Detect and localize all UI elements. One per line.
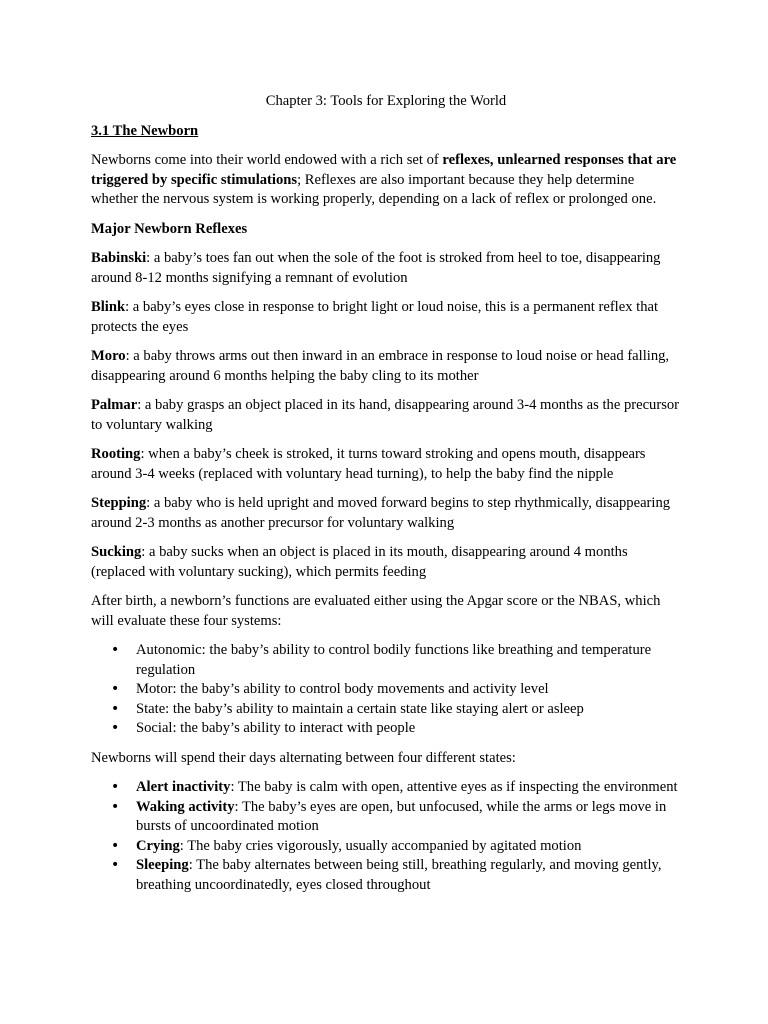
list-item: • Motor: the baby’s ability to control body movements and activity level [91, 680, 681, 700]
reflex-babinski [91, 249, 681, 288]
state-desc: : The baby alternates between being still, breathing regularly, and moving gently, breathing uncoordinatedly, eyes closed throughout [136, 857, 662, 893]
list-item: • State: the baby’s ability to maintain a certain state like staying alert or asleep [91, 700, 681, 720]
list-item: • Social: the baby’s ability to interact with people [91, 719, 681, 739]
reflexes-heading: Major Newborn Reflexes [91, 220, 248, 237]
reflex-moro [91, 347, 681, 386]
reflex-term: Rooting [91, 446, 141, 462]
reflex-term: Moro [91, 348, 126, 364]
intro-text-pre: Newborns come into their world endowed with a rich set of [91, 152, 443, 168]
list-item [91, 837, 681, 857]
list-item [91, 778, 681, 798]
list-item: • Autonomic: the baby’s ability to control bodily functions like breathing and temperature regulation [91, 641, 681, 680]
reflex-blink [91, 298, 681, 337]
reflex-stepping [91, 494, 681, 533]
states-list [91, 778, 681, 895]
reflex-sucking [91, 543, 681, 582]
document-page [91, 92, 681, 905]
reflex-term: Stepping [91, 495, 147, 511]
list-item [91, 798, 681, 837]
reflex-desc: : a baby’s toes fan out when the sole of the foot is stroked from heel to toe, disappearing around 8-12 months signifying a remnant of evolution [91, 250, 661, 286]
states-intro: Newborns will spend their days alternating between four different states: [91, 749, 516, 766]
reflex-term: Blink [91, 299, 126, 315]
state-desc: : The baby is calm with open, attentive eyes as if inspecting the environment [230, 779, 678, 795]
state-term: Crying [136, 837, 180, 854]
reflex-palmar [91, 396, 681, 435]
reflex-term: Babinski [91, 250, 147, 266]
reflex-rooting [91, 445, 681, 484]
state-term: Waking activity [136, 798, 235, 815]
reflex-desc: : a baby who is held upright and moved forward begins to step rhythmically, disappearing around 2-3 months as another precursor for voluntary walking [91, 495, 671, 531]
state-term: Alert inactivity [136, 779, 231, 795]
state-term: Sleeping [136, 857, 189, 873]
reflex-desc: : a baby grasps an object placed in its hand, disappearing around 3-4 months as the precursor to voluntary walking [91, 397, 680, 433]
state-desc: : The baby’s eyes are open, but unfocused, while the arms or legs move in bursts of uncoordinated motion [136, 798, 667, 834]
reflex-term: Sucking [91, 544, 142, 560]
intro-paragraph [91, 151, 681, 210]
systems-list [91, 641, 681, 739]
intro-text-bold: reflexes, unlearned responses that are triggered by specific stimulations [91, 152, 677, 188]
reflex-desc: : a baby sucks when an object is placed in its mouth, disappearing around 4 months (replaced with voluntary sucking), which permits feeding [91, 544, 628, 580]
chapter-title: Chapter 3: Tools for Exploring the World [265, 93, 507, 109]
reflex-desc: : a baby throws arms out then inward in an embrace in response to loud noise or head falling, disappearing around 6 months helping the baby cling to its mother [91, 348, 670, 384]
evaluation-intro: After birth, a newborn’s functions are evaluated either using the Apgar score or the NBAS, which will evaluate these four systems: [91, 593, 661, 629]
reflex-desc: : a baby’s eyes close in response to bright light or loud noise, this is a permanent reflex that protects the eyes [91, 299, 659, 335]
state-desc: : The baby cries vigorously, usually accompanied by agitated motion [179, 837, 582, 854]
list-item [91, 856, 681, 895]
intro-text-post: ; Reflexes are also important because they help determine whether the nervous system is working properly, depending on a lack of reflex or prolonged one. [91, 171, 657, 207]
section-heading: 3.1 The Newborn [91, 122, 199, 139]
reflex-desc: : when a baby’s cheek is stroked, it turns toward stroking and opens mouth, disappears around 3-4 weeks (replaced with voluntary head turning), to help the baby find the nipple [91, 446, 646, 482]
reflex-term: Palmar [91, 397, 138, 413]
